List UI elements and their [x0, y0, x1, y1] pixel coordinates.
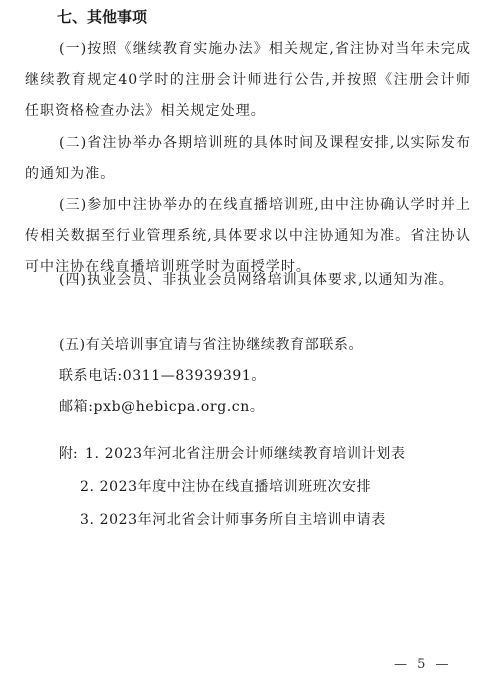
page-number: — 5 —: [394, 657, 452, 672]
contact-phone: 联系电话:0311—83939391。: [59, 368, 267, 384]
section-heading: 七、其他事项: [57, 8, 148, 26]
paragraph-3: (三)参加中注协举办的在线直播培训班,由中注协确认学时并上传相关数据至行业管理系统,具体要求以中注协通知为准。省注协认可中注协在线直播培训班学时为面授学时。: [25, 197, 471, 275]
paragraph-4: (四)执业会员、非执业会员网络培训具体要求,以通知为准。: [59, 272, 454, 288]
attachment-item-3: 3. 2023年河北省会计师事务所自主培训申请表: [80, 512, 386, 528]
contact-instruction: (五)有关培训事宜请与省注协继续教育部联系。: [59, 337, 364, 353]
paragraph-2: (二)省注协举办各期培训班的具体时间及课程安排,以实际发布的通知为准。: [25, 135, 471, 182]
paragraph-1: (一)按照《继续教育实施办法》相关规定,省注协对当年未完成继续教育规定40学时的注册会计师进行公告,并按照《注册会计师任职资格检查办法》相关规定处理。: [25, 41, 471, 119]
attachment-item-1: 1. 2023年河北省注册会计师继续教育培训计划表: [85, 446, 406, 462]
contact-email: 邮箱:pxb@hebicpa.org.cn。: [59, 399, 265, 415]
attachments-label: 附:: [59, 446, 78, 462]
attachment-item-2: 2. 2023年度中注协在线直播培训班班次安排: [80, 479, 372, 495]
